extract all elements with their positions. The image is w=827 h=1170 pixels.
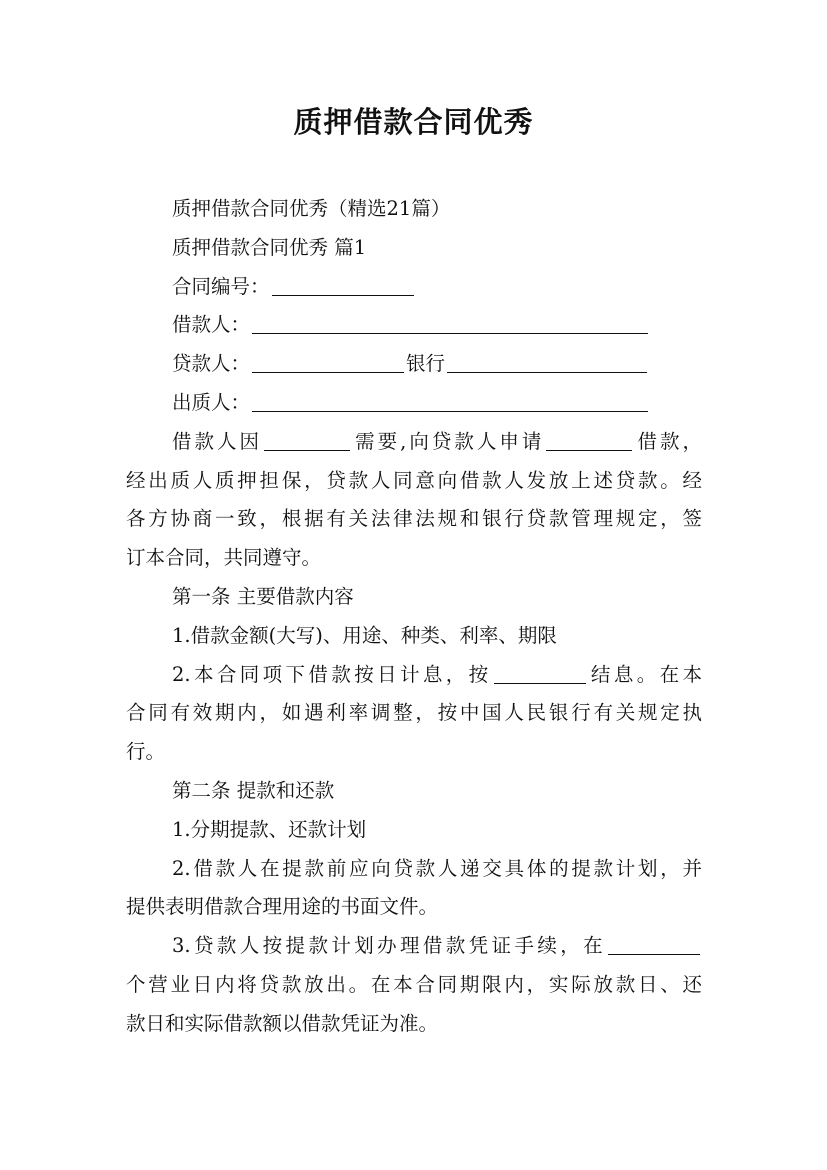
pledgor-blank xyxy=(252,389,648,412)
article-2-item-1: 1.分期提款、还款计划 xyxy=(172,817,367,841)
document-title: 质押借款合同优秀 xyxy=(293,105,534,139)
business-days-blank xyxy=(608,932,700,955)
article-2-item-3-line-1 xyxy=(126,927,702,966)
article-2-item-3-line-3: 款日和实际借款额以借款凭证为准。 xyxy=(126,1011,439,1035)
bank-blank xyxy=(447,350,647,373)
article-1-heading: 第一条 主要借款内容 xyxy=(172,584,354,608)
article-2-item-3-text-a: 3.贷款人按提款计划办理借款凭证手续，在 xyxy=(172,934,606,958)
borrower-blank xyxy=(252,311,648,334)
lender-blank xyxy=(252,350,404,373)
lender-label: 贷款人： xyxy=(172,352,251,376)
document-subtitle: 质押借款合同优秀（精选21篇） xyxy=(172,197,451,220)
article-1-item-2-text-a: 2.本合同项下借款按日计息，按 xyxy=(172,662,492,686)
paragraph-1-text-a: 借款人因 xyxy=(172,429,263,453)
article-1-item-2-line-2: 合同有效期内，如遇利率调整，按中国人民银行有关规定执 xyxy=(126,701,702,725)
section-heading: 质押借款合同优秀 篇1 xyxy=(172,235,367,259)
article-1-item-2-text-b: 结息。在本 xyxy=(587,662,702,686)
loan-type-blank xyxy=(546,428,632,451)
article-2-item-2-line-2: 提供表明借款合理用途的书面文件。 xyxy=(126,895,439,919)
contract-number-blank xyxy=(272,273,414,296)
article-1-item-2-line-3: 行。 xyxy=(126,740,166,764)
document-body xyxy=(126,190,702,1044)
paragraph-1-text-b: 需要,向贷款人申请 xyxy=(352,429,545,453)
borrower-label: 借款人： xyxy=(172,313,251,337)
interest-settlement-blank xyxy=(494,661,586,684)
paragraph-1-line-3: 各方协商一致，根据有关法律法规和银行贷款管理规定，签 xyxy=(126,507,702,531)
article-1-item-2-line-1 xyxy=(126,656,702,695)
paragraph-1-text-c: 借款， xyxy=(634,429,702,453)
loan-reason-blank xyxy=(264,428,350,451)
article-1-item-1: 1.借款金额(大写)、用途、种类、利率、期限 xyxy=(172,623,557,647)
article-2-item-2-line-1: 2.借款人在提款前应向贷款人递交具体的提款计划，并 xyxy=(172,856,702,880)
paragraph-1-line-4: 订本合同，共同遵守。 xyxy=(126,546,322,570)
contract-number-label: 合同编号： xyxy=(172,274,270,298)
lender-row xyxy=(126,345,702,384)
pledgor-row xyxy=(126,384,702,423)
article-2-item-3-line-2: 个营业日内将贷款放出。在本合同期限内，实际放款日、还 xyxy=(126,972,702,996)
borrower-row xyxy=(126,306,702,345)
paragraph-1-line-2: 经出质人质押担保，贷款人同意向借款人发放上述贷款。经 xyxy=(126,468,702,492)
article-2-heading: 第二条 提款和还款 xyxy=(172,778,335,802)
paragraph-1-line-1 xyxy=(126,423,702,462)
contract-number-row xyxy=(126,268,702,307)
bank-label: 银行 xyxy=(406,352,446,376)
pledgor-label: 出质人： xyxy=(172,390,251,414)
